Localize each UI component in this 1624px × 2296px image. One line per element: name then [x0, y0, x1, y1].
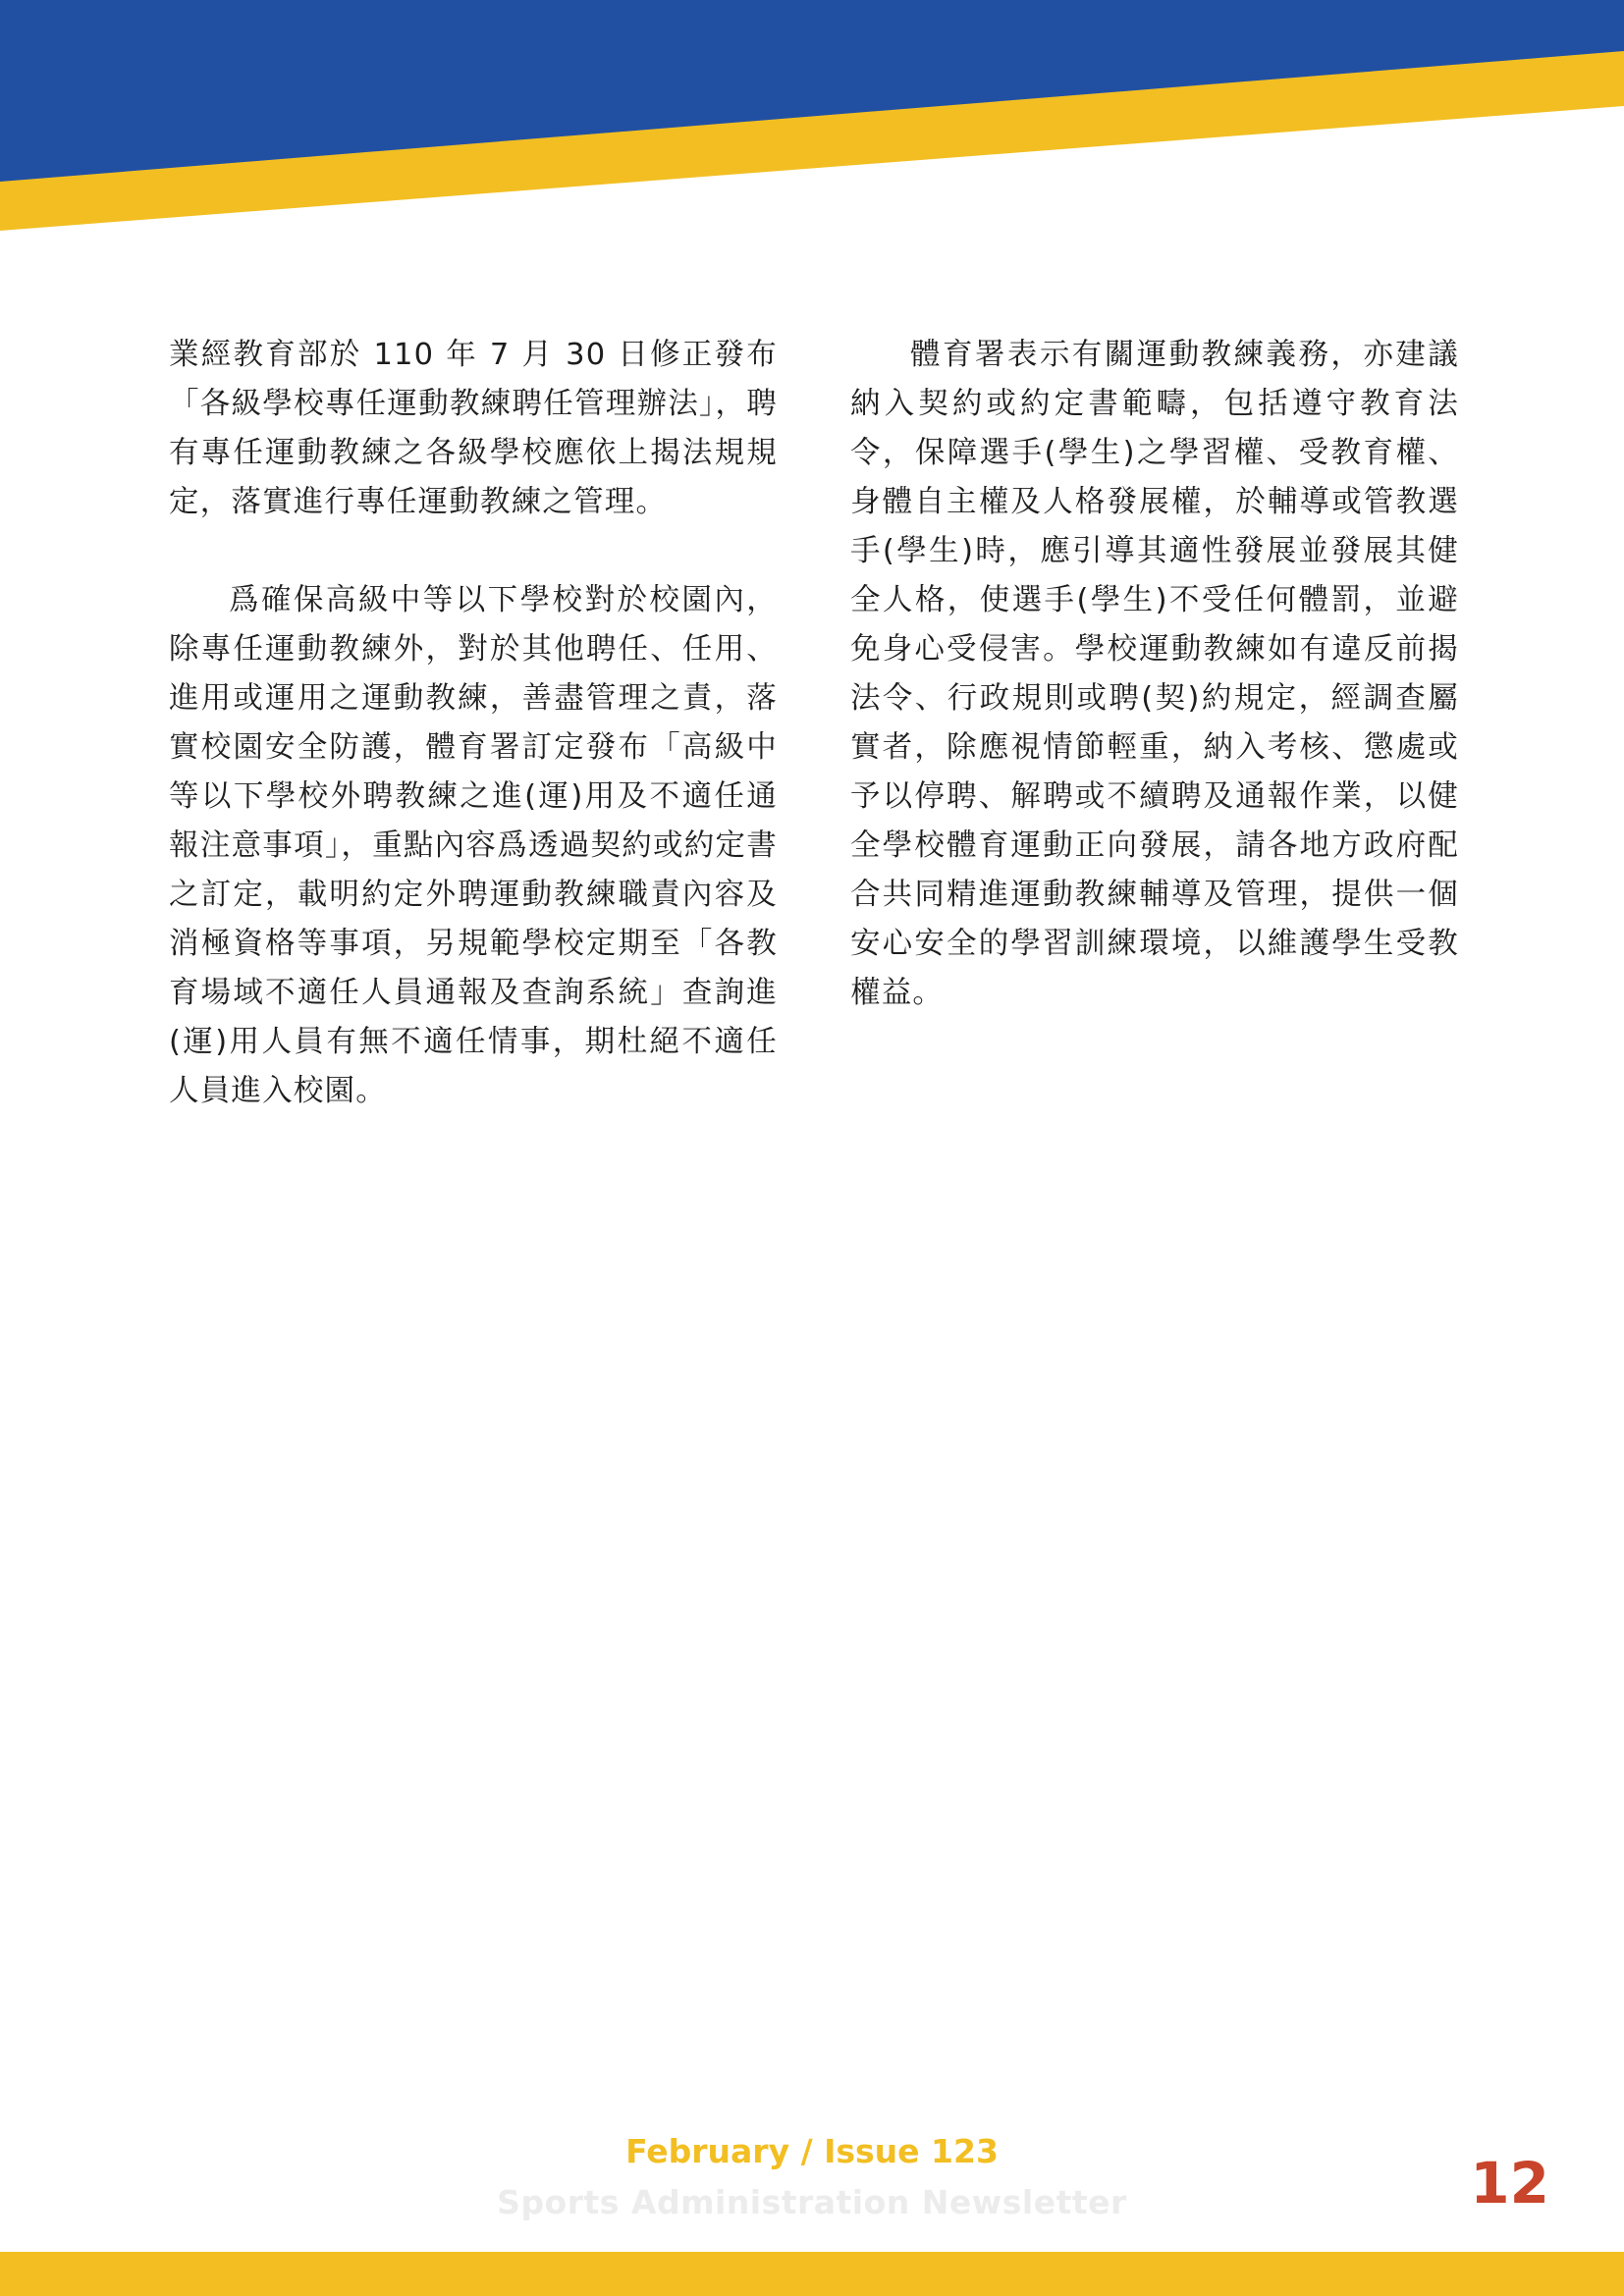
article-paragraph: 體育署表示有關運動教練義務，亦建議納入契約或約定書範疇，包括遵守教育法令，保障選手(學生)之學習權、受教育權、身體自主權及人格發展權，於輔導或管教選手(學生)時，應引導其適性發展並發展其健全人格，使選手(學生)不受任何體罰，並避免身心受侵害。學校運動教練如有違反前揭法令、行政規則或聘(契)約規定，經調查屬實者，除應視情節輕重，納入考核、懲處或予以停聘、解聘或不續聘及通報作業，以健全學校體育運動正向發展，請各地方政府配合共同精進運動教練輔導及管理，提供一個安心安全的學習訓練環境，以維護學生受教權益。 — [850, 338, 1459, 1010]
publication-name: Sports Administration Newsletter — [497, 2183, 1127, 2221]
left-column — [169, 331, 778, 1165]
article-paragraph: 爲確保高級中等以下學校對於校園內，除專任運動教練外，對於其他聘任、任用、進用或運用之運動教練，善盡管理之責，落實校園安全防護，體育署訂定發布「高級中等以下學校外聘教練之進(運)用及不適任通報注意事項」，重點內容爲透過契約或約定書之訂定，載明約定外聘運動教練職責內容及消極資格等事項，另規範學校定期至「各教育場域不適任人員通報及查詢系統」查詢進(運)用人員有無不適任情事，期杜絕不適任人員進入校園。 — [169, 583, 778, 1108]
right-column — [850, 331, 1459, 1067]
issue-label: February / Issue 123 — [625, 2132, 999, 2170]
article-paragraph: 業經教育部於 110 年 7 月 30 日修正發布「各級學校專任運動教練聘任管理辦法」，聘有專任運動教練之各級學校應依上揭法規規定，落實進行專任運動教練之管理。 — [169, 338, 778, 519]
header-banner — [0, 0, 1624, 236]
page-number: 12 — [1470, 2150, 1549, 2216]
footer-bar — [0, 2252, 1624, 2296]
